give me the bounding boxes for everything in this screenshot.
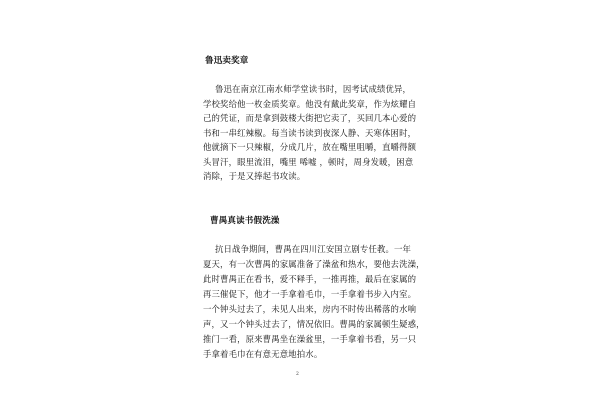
section-1-line-6: 头冒汗，眼里流泪，嘴里 唏嘘 ，顿时，周身发暖，困意 — [203, 157, 414, 167]
section-2-line-6: 声，又一个钟头过去了，情况依旧。曹禺的家属顿生疑惑， — [203, 319, 425, 329]
section-2-line-4: 再三催促下，他才一手拿着毛巾，一手拿着书步入内室。 — [203, 289, 417, 299]
section-1-line-4: 书和一串红辣椒。每当读书读到夜深人静、天寒体困时， — [203, 128, 417, 138]
section-1-line-7: 消除，于是又捧起书攻读。 — [203, 171, 306, 181]
section-2-line-2: 夏天，有一次曹禺的家属准备了澡盆和热水，要他去洗澡， — [203, 259, 425, 269]
section-1-line-5: 他就摘下一只辣椒，分成几片，放在嘴里咀嚼，直嚼得额 — [203, 142, 417, 152]
section-1-line-3: 己的凭证，而是拿到鼓楼大街把它卖了，买回几本心爱的 — [203, 113, 417, 123]
section-2-line-3: 此时曹禺正在看书，爱不释手，一推再推，最后在家属的 — [203, 274, 417, 284]
section-2-line-1: 抗日战争期间，曹禺在四川江安国立剧专任教。一年 — [215, 244, 412, 254]
section-2-line-8: 手拿着毛巾在有意无意地拍水。 — [203, 349, 323, 359]
section-2-title: 曹禺真读书假洗澡 — [210, 216, 280, 226]
section-2-line-7: 推门一看，原来曹禺坐在澡盆里，一手拿着书看，另一只 — [203, 334, 417, 344]
section-1-line-2: 学校奖给他一枚金质奖章。他没有戴此奖章，作为炫耀自 — [203, 99, 417, 109]
section-1-title: 鲁迅卖奖章 — [205, 56, 249, 66]
page-number: 2 — [296, 372, 299, 377]
section-2-line-5: 一个钟头过去了，未见人出来，房内不时传出稀落的水响 — [203, 304, 417, 314]
section-1-line-1: 鲁迅在南京江南水师学堂读书时，因考试成绩优异， — [215, 84, 412, 94]
